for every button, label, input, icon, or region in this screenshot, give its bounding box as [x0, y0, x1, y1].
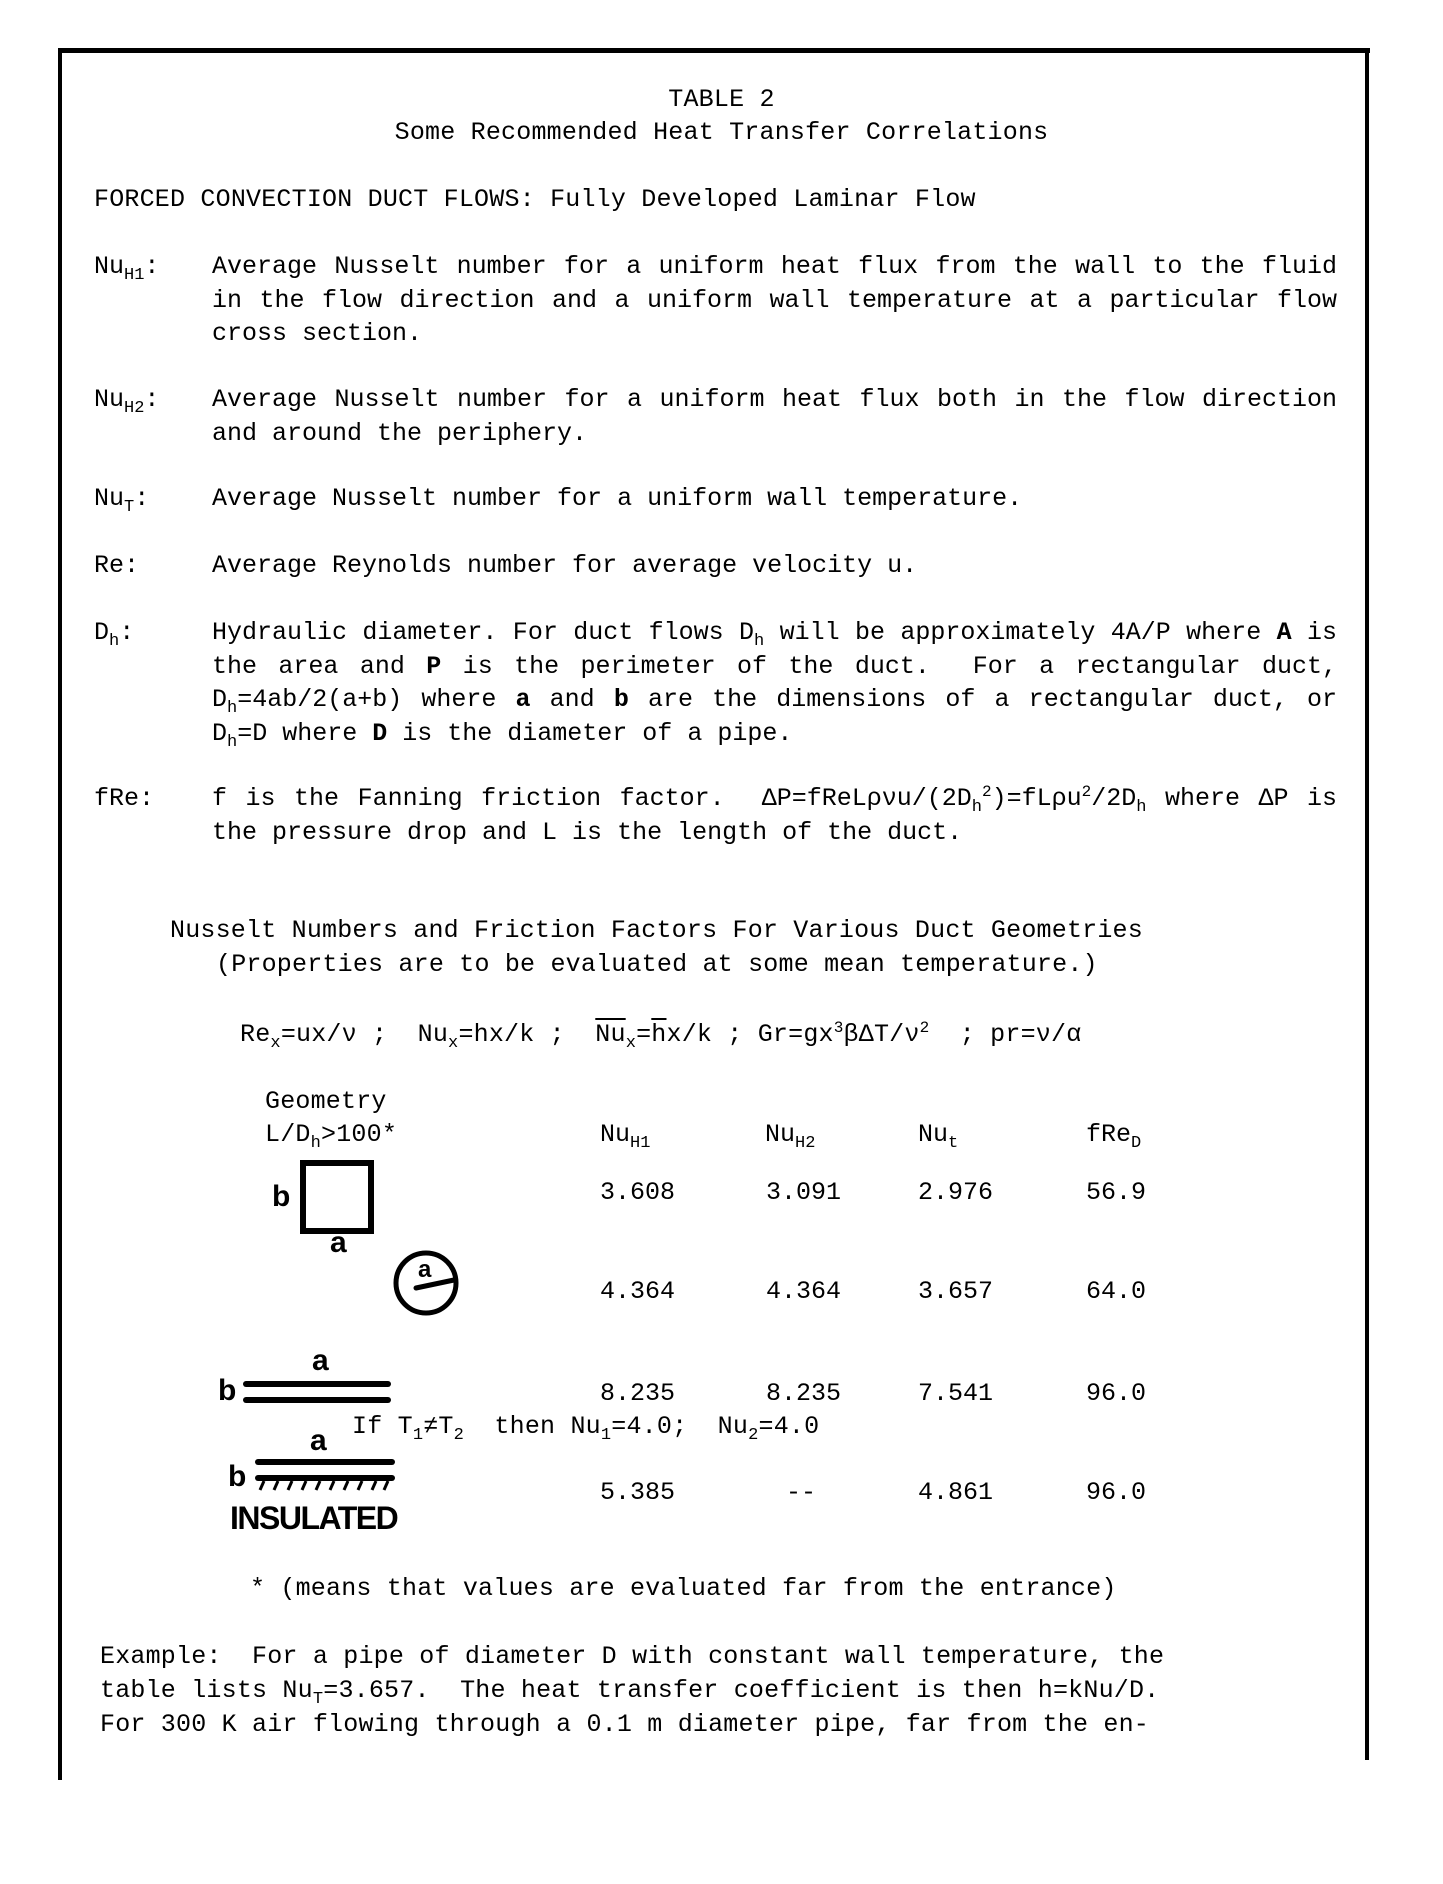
cell-fred: 56.9 — [1086, 1178, 1147, 1207]
svg-text:b: b — [228, 1460, 247, 1493]
svg-text:b: b — [218, 1374, 237, 1407]
def-symbol-nuh2: $Nu_{H2}$: — [94, 385, 160, 418]
parallel-plates-icon — [214, 1340, 414, 1410]
def-symbol-fre: fRe: — [94, 784, 155, 813]
col-header-fred: fRe$_D$ — [1086, 1120, 1142, 1153]
frame-border-right — [1365, 48, 1369, 1760]
cell-fred: 96.0 — [1086, 1478, 1147, 1507]
cell-nuh2: 3.091 — [766, 1178, 842, 1207]
def-text-nut: Average Nusselt number for a uniform wall temperature. — [212, 484, 1023, 513]
cell-fred: 96.0 — [1086, 1379, 1147, 1408]
def-symbol-nuh1: $Nu_{H1}$: — [94, 252, 160, 285]
frame-border-left — [58, 48, 62, 1780]
cell-nuh2: 8.235 — [766, 1379, 842, 1408]
def-text-dh: Hydraulic diameter. For duct flows $D_h$ will be approximately 4A/P where A is the area and P is the perimeter of the duct. For a rectangular duct, $D_h=4ab/2(a+b)$ where a and b are the dimensions of a rectangular duct, or $D_h=D$ where D is the diameter of a pipe. — [212, 618, 1337, 752]
cell-nuh1: 3.608 — [600, 1178, 676, 1207]
subtable-subtitle: (Properties are to be evaluated at some mean temperature.) — [216, 950, 1098, 979]
cell-nut: 7.541 — [918, 1379, 994, 1408]
cell-nuh2: -- — [786, 1478, 817, 1507]
svg-text:a: a — [310, 1424, 327, 1457]
example-line-1: Example: For a pipe of diameter D with constant wall temperature, the — [100, 1642, 1165, 1671]
section-heading: FORCED CONVECTION DUCT FLOWS: Fully Developed Laminar Flow — [94, 185, 976, 214]
def-text-nuh1: Average Nusselt number for a uniform heat flux from the wall to the fluid in the flow direction and a uniform wall temperature at a particular flow cross section. — [212, 252, 1337, 348]
example-line-2: table lists $Nu_T=3.657$. The heat transfer coefficient is then h=kNu/D. — [100, 1676, 1160, 1709]
square-duct-icon — [300, 1160, 374, 1234]
def-text-nuh2: Average Nusselt number for a uniform heat flux both in the flow direction and around the periphery. — [212, 385, 1337, 448]
definitions-formulas: $Re_x=ux/\nu$ ; $Nu_x=hx/k$ ; $\overline{Nu}_x=\overline{h}x/k$ ; $Gr=gx^3\beta\Delta T/\nu^2$ ; pr=ν/α — [240, 1019, 1082, 1053]
geometry-header: Geometry — [265, 1087, 387, 1116]
cell-nuh1: 4.364 — [600, 1277, 676, 1306]
cell-nuh2: 4.364 — [766, 1277, 842, 1306]
circular-pipe-icon — [388, 1244, 468, 1324]
label-a: a — [330, 1226, 347, 1259]
label-b: b — [272, 1180, 291, 1213]
col-header-nuh2: $Nu_{H2}$ — [765, 1120, 816, 1153]
cell-nuh1: 5.385 — [600, 1478, 676, 1507]
subtable-title: Nusselt Numbers and Friction Factors For Various Duct Geometries — [170, 916, 1143, 945]
svg-text:a: a — [312, 1344, 329, 1377]
table-number: TABLE 2 — [668, 85, 775, 114]
example-line-3: For 300 K air flowing through a 0.1 m diameter pipe, far from the en- — [100, 1710, 1149, 1739]
def-symbol-re: Re: — [94, 551, 140, 580]
svg-text:a: a — [418, 1256, 432, 1283]
cell-nut: 4.861 — [918, 1478, 994, 1507]
frame-border-top — [58, 48, 1370, 53]
col-header-nuh1: $Nu_{H1}$ — [600, 1120, 651, 1153]
def-text-re: Average Reynolds number for average velocity u. — [212, 551, 918, 580]
col-header-nut: $Nu_t$ — [918, 1120, 959, 1153]
def-symbol-dh: $D_h$: — [94, 618, 135, 651]
def-text-fre: f is the Fanning friction factor. $\Delta P=fReL\rho\nu u/(2D_h^2)=fL\rho u^2/2D_h$ where ΔP is the pressure drop and L is the length of the duct. — [212, 783, 1338, 847]
footnote: * (means that values are evaluated far from the entrance) — [250, 1574, 1117, 1603]
insulated-plates-icon — [222, 1418, 422, 1498]
cell-fred: 64.0 — [1086, 1277, 1147, 1306]
insulated-label: INSULATED — [230, 1500, 398, 1536]
table-title: Some Recommended Heat Transfer Correlations — [394, 118, 1049, 147]
cell-nuh1: 8.235 — [600, 1379, 676, 1408]
cell-nut: 3.657 — [918, 1277, 994, 1306]
geometry-header-condition: $L/D_h>100*$ — [265, 1120, 398, 1153]
temperature-note: If $T_1\ne T_2$ then $Nu_1=4.0$; $Nu_2=4.0$ — [352, 1412, 820, 1445]
cell-nut: 2.976 — [918, 1178, 994, 1207]
def-symbol-nut: $Nu_T$: — [94, 484, 150, 517]
